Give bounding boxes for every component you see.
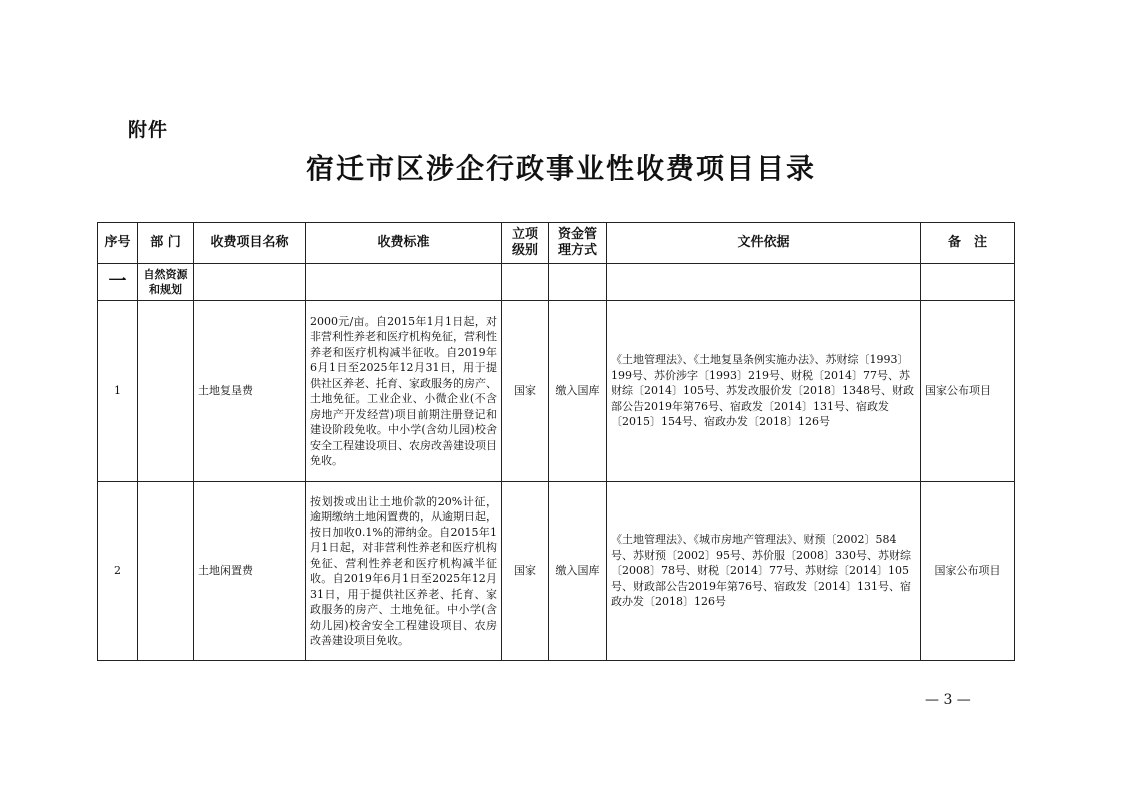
row-department [138, 482, 194, 661]
empty-cell [502, 264, 549, 301]
empty-cell [549, 264, 607, 301]
row-seq: 2 [98, 482, 138, 661]
table-header-row [98, 223, 1015, 264]
header-item-name: 收费项目名称 [194, 223, 306, 264]
header-level: 立项级别 [502, 223, 549, 264]
empty-cell [921, 264, 1015, 301]
row-seq: 1 [98, 301, 138, 482]
table-row [98, 301, 1015, 482]
row-item-name: 土地闲置费 [194, 482, 306, 661]
header-seq: 序号 [98, 223, 138, 264]
header-basis: 文件依据 [607, 223, 921, 264]
row-remark: 国家公布项目 [921, 482, 1015, 661]
row-basis: 《土地管理法》、《土地复垦条例实施办法》、苏财综〔1993〕199号、苏价涉字〔1993〕219号、财税〔2014〕77号、苏财综〔2014〕105号、苏发改服价发〔2018〕1348号、财政部公告2019年第76号、宿政发〔2014〕131号、宿政发〔2015〕154号、宿政办发〔2018〕126号 [607, 301, 921, 482]
section-seq: 一 [98, 264, 138, 301]
row-department [138, 301, 194, 482]
row-fund: 缴入国库 [549, 482, 607, 661]
section-row [98, 264, 1015, 301]
row-item-name: 土地复垦费 [194, 301, 306, 482]
header-remark: 备 注 [921, 223, 1015, 264]
empty-cell [607, 264, 921, 301]
empty-cell [306, 264, 502, 301]
row-level: 国家 [502, 301, 549, 482]
row-fund: 缴入国库 [549, 301, 607, 482]
fee-catalog-table [97, 222, 1015, 661]
page-number: — 3 — [925, 692, 971, 708]
row-standard: 2000元/亩。自2015年1月1日起，对非营利性养老和医疗机构免征，营利性养老和医疗机构减半征收。自2019年6月1日至2025年12月31日，用于提供社区养老、托育、家政服务的房产、土地免征。工业企业、小微企业(不含房地产开发经营)项目前期注册登记和建设阶段免收。中小学(含幼儿园)校舍安全工程建设项目、农房改善建设项目免收。 [306, 301, 502, 482]
section-department: 自然资源和规划 [138, 264, 194, 301]
document-title: 宿迁市区涉企行政事业性收费项目目录 [305, 152, 816, 185]
table-row [98, 482, 1015, 661]
row-standard: 按划拨或出让土地价款的20%计征，逾期缴纳土地闲置费的，从逾期日起，按日加收0.1%的滞纳金。自2015年1月1日起，对非营利性养老和医疗机构免征、营利性养老和医疗机构减半征收。自2019年6月1日至2025年12月31日，用于提供社区养老、托育、家政服务的房产、土地免征。中小学(含幼儿园)校舍安全工程建设项目、农房改善建设项目免收。 [306, 482, 502, 661]
row-level: 国家 [502, 482, 549, 661]
header-standard: 收费标准 [306, 223, 502, 264]
row-remark: 国家公布项目 [921, 301, 1015, 482]
empty-cell [194, 264, 306, 301]
header-fund: 资金管理方式 [549, 223, 607, 264]
header-department: 部 门 [138, 223, 194, 264]
row-basis: 《土地管理法》、《城市房地产管理法》、财预〔2002〕584号、苏财预〔2002〕95号、苏价服〔2008〕330号、苏财综〔2008〕78号、财税〔2014〕77号、苏财综〔2014〕105号、财政部公告2019年第76号、宿政发〔2014〕131号、宿政办发〔2018〕126号 [607, 482, 921, 661]
attachment-label: 附件 [128, 119, 169, 141]
